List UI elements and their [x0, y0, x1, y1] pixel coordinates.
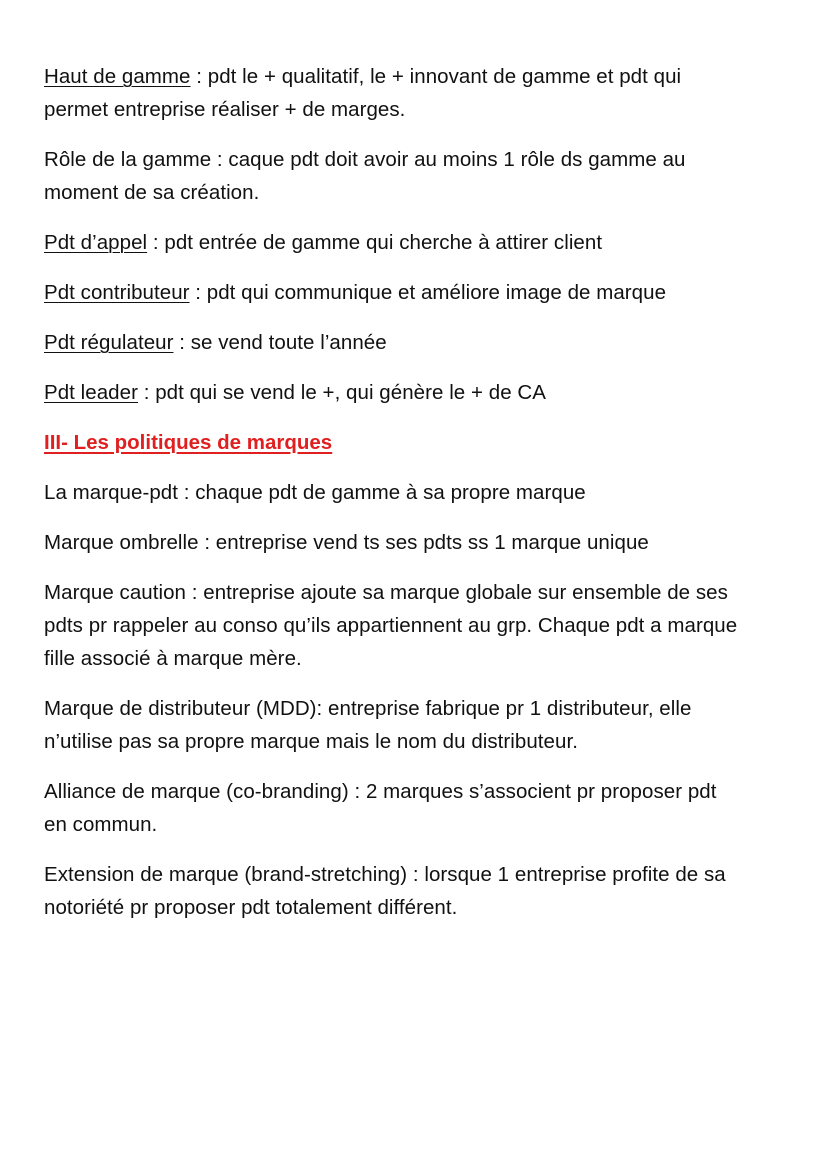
definition-pdt-leader: [44, 376, 744, 409]
definition-pdt-appel: [44, 226, 744, 259]
definition-text: pdt qui se vend le +, qui génère le + de CA: [155, 381, 546, 404]
brand-policy-item: Marque de distributeur (MDD): entreprise fabrique pr 1 distributeur, elle n’utilise pas sa propre marque mais le nom du distributeur.: [44, 697, 692, 753]
definition-separator: :: [190, 65, 208, 88]
definition-separator: :: [147, 231, 165, 254]
definition-term: Pdt régulateur: [44, 331, 174, 354]
definition-pdt-contributeur: [44, 276, 744, 309]
definition-text: pdt entrée de gamme qui cherche à attirer client: [164, 231, 603, 254]
brand-policy-item: La marque-pdt : chaque pdt de gamme à sa propre marque: [44, 481, 586, 504]
definition-text: se vend toute l’année: [190, 331, 387, 354]
definition-term: Pdt leader: [44, 381, 138, 404]
definition-separator: :: [173, 331, 191, 354]
section-heading: III- Les politiques de marques: [44, 431, 333, 454]
definition-haut-de-gamme: [44, 60, 744, 126]
document-page: [44, 60, 744, 941]
definition-text: pdt le + qualitatif, le + innovant de gamme et pdt qui permet entreprise réaliser + de marges.: [44, 65, 682, 121]
definition-term: Haut de gamme: [44, 65, 191, 88]
definition-separator: :: [137, 381, 156, 404]
definition-term: Pdt contributeur: [44, 281, 190, 304]
definition-separator: :: [189, 281, 207, 304]
definition-role-de-la-gamme: [44, 143, 744, 209]
brand-policy-item: Alliance de marque (co-branding) : 2 marques s’associent pr proposer pdt en commun.: [44, 780, 717, 836]
brand-policy-item: Extension de marque (brand-stretching) : lorsque 1 entreprise profite de sa notoriété pr proposer pdt totalement différent.: [44, 863, 726, 919]
brand-policy-item: Marque caution : entreprise ajoute sa marque globale sur ensemble de ses pdts pr rappeler au conso qu’ils appartiennent au grp. Chaque pdt a marque fille associé à marque mère.: [44, 581, 738, 670]
definition-pdt-regulateur: [44, 326, 744, 359]
brand-policy-item: Marque ombrelle : entreprise vend ts ses pdts ss 1 marque unique: [44, 531, 649, 554]
definition-term: Pdt d’appel: [44, 231, 148, 254]
definition-text: pdt qui communique et améliore image de marque: [206, 281, 667, 304]
definition-text: Rôle de la gamme : caque pdt doit avoir au moins 1 rôle ds gamme au moment de sa création.: [44, 148, 686, 204]
